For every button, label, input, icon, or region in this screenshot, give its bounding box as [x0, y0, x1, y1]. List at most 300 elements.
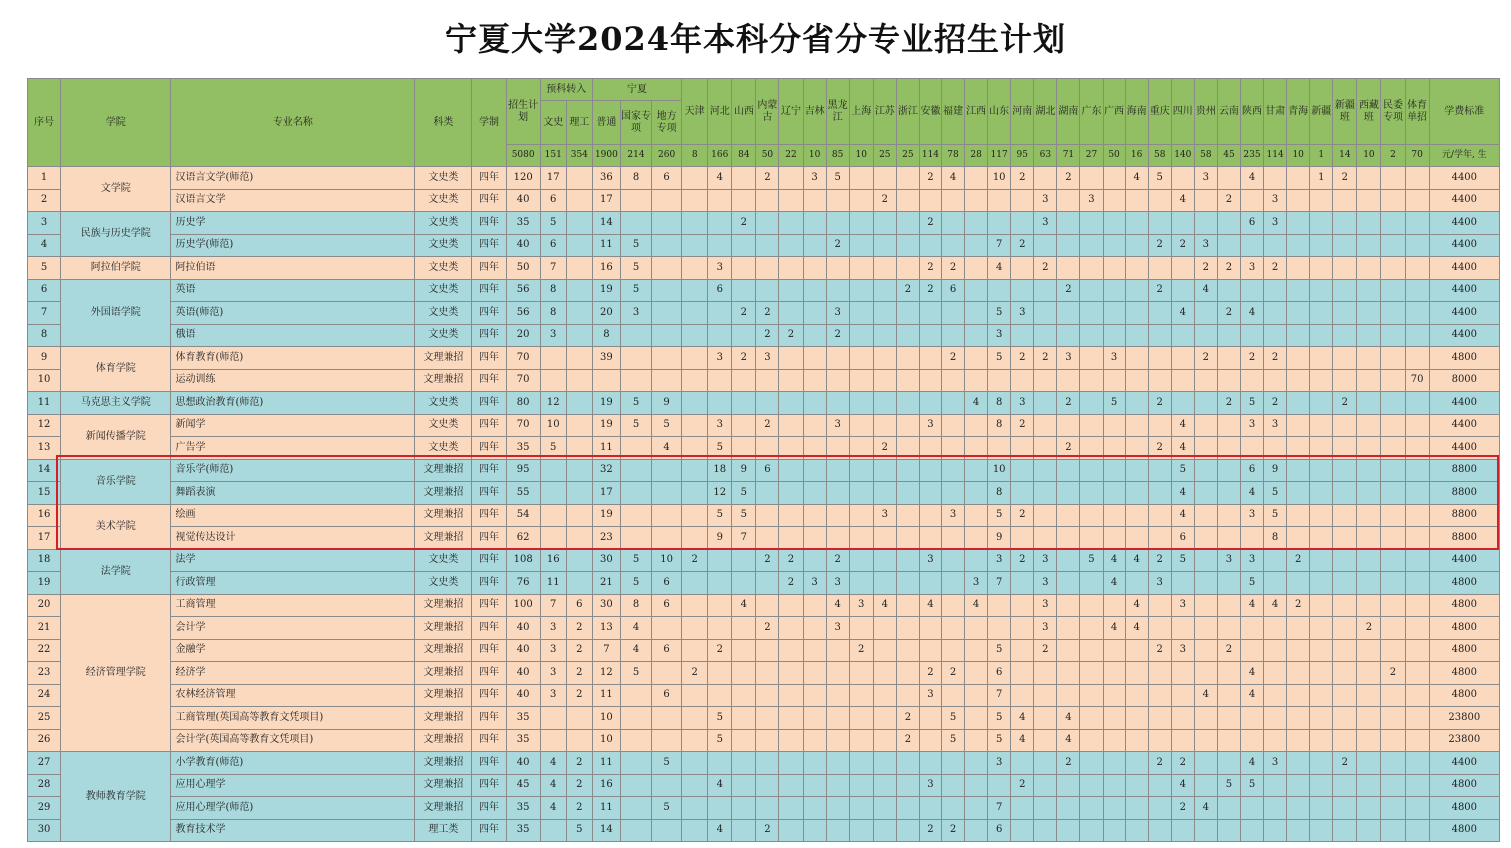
- data-cell: [1357, 324, 1381, 347]
- data-cell: 2: [1057, 437, 1080, 460]
- data-cell: 2: [1148, 639, 1171, 662]
- data-cell: 9: [708, 527, 732, 550]
- header-province: 广西: [1103, 79, 1125, 145]
- data-cell: 3: [756, 347, 779, 370]
- header-prep: 预科转入: [540, 79, 592, 101]
- data-cell: 16: [592, 257, 620, 280]
- data-cell: 5: [620, 572, 651, 595]
- data-cell: [779, 707, 803, 730]
- data-cell: [1310, 414, 1333, 437]
- data-cell: [1381, 459, 1405, 482]
- data-cell: [1310, 684, 1333, 707]
- data-cell: 3: [1011, 302, 1034, 325]
- data-cell: [1103, 302, 1125, 325]
- data-cell: 2: [941, 257, 964, 280]
- data-cell: [1264, 617, 1287, 640]
- college-name: 法学院: [61, 549, 171, 594]
- data-cell: 5: [988, 729, 1011, 752]
- data-cell: [1381, 594, 1405, 617]
- data-cell: 3: [849, 594, 873, 617]
- row-duration: 四年: [472, 302, 506, 325]
- data-cell: 5: [988, 707, 1011, 730]
- row-category: 文史类: [415, 572, 472, 595]
- data-cell: [756, 594, 779, 617]
- data-cell: [1217, 279, 1240, 302]
- header-province: 贵州: [1194, 79, 1217, 145]
- data-cell: [1148, 594, 1171, 617]
- data-cell: [941, 482, 964, 505]
- data-cell: [1080, 234, 1103, 257]
- data-cell: [566, 527, 592, 550]
- data-cell: [1405, 257, 1429, 280]
- data-cell: 2: [1011, 347, 1034, 370]
- row-fee: 4800: [1429, 662, 1499, 685]
- row-duration: 四年: [472, 819, 506, 842]
- data-cell: 5: [540, 437, 566, 460]
- data-cell: [896, 302, 919, 325]
- data-cell: [1011, 617, 1034, 640]
- data-cell: [1080, 459, 1103, 482]
- college-name: 新闻传播学院: [61, 414, 171, 459]
- data-cell: 3: [1240, 257, 1263, 280]
- data-cell: 5: [1240, 774, 1263, 797]
- data-cell: [1405, 774, 1429, 797]
- data-cell: 5: [620, 414, 651, 437]
- row-duration: 四年: [472, 189, 506, 212]
- data-cell: [1194, 774, 1217, 797]
- data-cell: [1125, 347, 1148, 370]
- data-cell: [896, 189, 919, 212]
- data-cell: 6: [1240, 459, 1263, 482]
- data-cell: [732, 774, 756, 797]
- data-cell: [1217, 684, 1240, 707]
- data-cell: 11: [592, 797, 620, 820]
- data-cell: 2: [1240, 347, 1263, 370]
- data-cell: [1148, 684, 1171, 707]
- row-fee: 8800: [1429, 482, 1499, 505]
- data-cell: [1310, 594, 1333, 617]
- row-duration: 四年: [472, 774, 506, 797]
- data-cell: [849, 774, 873, 797]
- data-cell: [1310, 302, 1333, 325]
- data-cell: 2: [941, 347, 964, 370]
- data-cell: [803, 459, 826, 482]
- data-cell: 3: [965, 572, 988, 595]
- data-cell: [1381, 167, 1405, 190]
- data-cell: [826, 437, 849, 460]
- data-cell: 5: [620, 279, 651, 302]
- data-cell: [1080, 369, 1103, 392]
- header-total: 1900: [592, 145, 620, 167]
- data-cell: [620, 729, 651, 752]
- data-cell: 3: [540, 617, 566, 640]
- data-cell: 3: [708, 414, 732, 437]
- data-cell: [803, 369, 826, 392]
- data-cell: [803, 662, 826, 685]
- header-total: 10: [803, 145, 826, 167]
- data-cell: 2: [566, 639, 592, 662]
- data-cell: [873, 617, 896, 640]
- data-cell: [1057, 414, 1080, 437]
- data-cell: [803, 392, 826, 415]
- data-cell: 7: [592, 639, 620, 662]
- data-cell: 5: [941, 729, 964, 752]
- table-row: [28, 189, 1500, 212]
- row-fee: 4800: [1429, 617, 1499, 640]
- data-cell: 5: [988, 347, 1011, 370]
- data-cell: 6: [988, 819, 1011, 842]
- row-seq: 20: [28, 594, 61, 617]
- row-seq: 6: [28, 279, 61, 302]
- data-cell: 19: [592, 392, 620, 415]
- data-cell: [682, 774, 708, 797]
- data-cell: [708, 684, 732, 707]
- row-duration: 四年: [472, 684, 506, 707]
- major-name: 会计学(英国高等教育文凭项目): [171, 729, 415, 752]
- row-fee: 4400: [1429, 752, 1499, 775]
- data-cell: [540, 819, 566, 842]
- college-name: 教师教育学院: [61, 752, 171, 842]
- data-cell: [1333, 324, 1357, 347]
- row-fee: 8000: [1429, 369, 1499, 392]
- data-cell: [1240, 617, 1263, 640]
- data-cell: 3: [1264, 189, 1287, 212]
- data-cell: [1310, 729, 1333, 752]
- row-seq: 15: [28, 482, 61, 505]
- data-cell: [1381, 347, 1405, 370]
- data-cell: 3: [708, 257, 732, 280]
- data-cell: 19: [592, 504, 620, 527]
- data-cell: 2: [1171, 752, 1194, 775]
- data-cell: [620, 819, 651, 842]
- data-cell: [1080, 819, 1103, 842]
- data-cell: 13: [592, 617, 620, 640]
- data-cell: 6: [652, 572, 682, 595]
- data-cell: [566, 347, 592, 370]
- table-row: [28, 324, 1500, 347]
- data-cell: [1264, 167, 1287, 190]
- major-name: 金融学: [171, 639, 415, 662]
- data-cell: [919, 482, 941, 505]
- row-seq: 29: [28, 797, 61, 820]
- data-cell: [620, 707, 651, 730]
- major-name: 广告学: [171, 437, 415, 460]
- data-cell: 6: [652, 639, 682, 662]
- data-cell: 4: [732, 594, 756, 617]
- college-name: 阿拉伯学院: [61, 257, 171, 280]
- data-cell: [1103, 212, 1125, 235]
- data-cell: [1148, 819, 1171, 842]
- data-cell: [779, 504, 803, 527]
- data-cell: [708, 302, 732, 325]
- data-cell: 40: [506, 617, 540, 640]
- row-fee: 4800: [1429, 594, 1499, 617]
- data-cell: 6: [941, 279, 964, 302]
- major-name: 教育技术学: [171, 819, 415, 842]
- header-total: 70: [1405, 145, 1429, 167]
- data-cell: [1148, 369, 1171, 392]
- data-cell: 4: [965, 594, 988, 617]
- data-cell: [1217, 347, 1240, 370]
- row-fee: 23800: [1429, 707, 1499, 730]
- data-cell: 5: [620, 257, 651, 280]
- data-cell: 5: [826, 167, 849, 190]
- data-cell: [1357, 707, 1381, 730]
- header-total: 58: [1194, 145, 1217, 167]
- header-prep-ligong: 理工: [566, 101, 592, 145]
- row-fee: 4400: [1429, 234, 1499, 257]
- data-cell: [919, 572, 941, 595]
- data-cell: [620, 459, 651, 482]
- data-cell: 5: [1080, 549, 1103, 572]
- data-cell: 4: [1171, 482, 1194, 505]
- data-cell: [1310, 797, 1333, 820]
- data-cell: [1171, 572, 1194, 595]
- data-cell: [1080, 797, 1103, 820]
- data-cell: 2: [1333, 752, 1357, 775]
- data-cell: [1381, 707, 1405, 730]
- data-cell: [1171, 707, 1194, 730]
- data-cell: [732, 189, 756, 212]
- data-cell: [1217, 459, 1240, 482]
- data-cell: [1034, 324, 1057, 347]
- row-seq: 26: [28, 729, 61, 752]
- row-duration: 四年: [472, 729, 506, 752]
- data-cell: 4: [652, 437, 682, 460]
- header-province: 浙江: [896, 79, 919, 145]
- data-cell: [1080, 482, 1103, 505]
- data-cell: 50: [506, 257, 540, 280]
- data-cell: [566, 414, 592, 437]
- row-fee: 4800: [1429, 774, 1499, 797]
- data-cell: [919, 369, 941, 392]
- data-cell: 2: [566, 774, 592, 797]
- row-seq: 27: [28, 752, 61, 775]
- data-cell: 3: [1034, 594, 1057, 617]
- data-cell: 7: [988, 234, 1011, 257]
- data-cell: [896, 212, 919, 235]
- data-cell: 40: [506, 662, 540, 685]
- data-cell: [826, 707, 849, 730]
- header-province: 天津: [682, 79, 708, 145]
- table-row: [28, 414, 1500, 437]
- data-cell: [1405, 572, 1429, 595]
- data-cell: [1103, 279, 1125, 302]
- table-row: [28, 347, 1500, 370]
- row-duration: 四年: [472, 594, 506, 617]
- data-cell: [708, 234, 732, 257]
- data-cell: [540, 482, 566, 505]
- data-cell: [1287, 662, 1310, 685]
- data-cell: [566, 482, 592, 505]
- row-duration: 四年: [472, 549, 506, 572]
- data-cell: [1148, 797, 1171, 820]
- data-cell: [896, 347, 919, 370]
- data-cell: 2: [1057, 752, 1080, 775]
- data-cell: 8: [988, 392, 1011, 415]
- data-cell: [1034, 302, 1057, 325]
- header-total: 354: [566, 145, 592, 167]
- data-cell: [1148, 482, 1171, 505]
- data-cell: [540, 459, 566, 482]
- data-cell: 6: [988, 662, 1011, 685]
- table-row: [28, 662, 1500, 685]
- data-cell: 3: [826, 414, 849, 437]
- data-cell: [1034, 234, 1057, 257]
- data-cell: [919, 527, 941, 550]
- data-cell: 5: [1240, 392, 1263, 415]
- row-fee: 8800: [1429, 504, 1499, 527]
- data-cell: 17: [592, 482, 620, 505]
- data-cell: [1287, 819, 1310, 842]
- data-cell: [1333, 212, 1357, 235]
- data-cell: 3: [540, 324, 566, 347]
- row-category: 文史类: [415, 324, 472, 347]
- data-cell: [941, 234, 964, 257]
- data-cell: [1310, 482, 1333, 505]
- data-cell: [1171, 279, 1194, 302]
- data-cell: [1103, 167, 1125, 190]
- data-cell: 40: [506, 189, 540, 212]
- row-seq: 10: [28, 369, 61, 392]
- data-cell: [826, 527, 849, 550]
- data-cell: [620, 752, 651, 775]
- data-cell: [873, 572, 896, 595]
- data-cell: 10: [592, 707, 620, 730]
- row-category: 文理兼招: [415, 797, 472, 820]
- data-cell: [1357, 684, 1381, 707]
- data-cell: [941, 797, 964, 820]
- data-cell: [849, 302, 873, 325]
- data-cell: [1194, 302, 1217, 325]
- data-cell: [1148, 324, 1171, 347]
- data-cell: [779, 684, 803, 707]
- header-total: 84: [732, 145, 756, 167]
- data-cell: 2: [682, 662, 708, 685]
- table-row: [28, 617, 1500, 640]
- data-cell: 2: [1148, 437, 1171, 460]
- header-province: 江西: [965, 79, 988, 145]
- data-cell: [1080, 212, 1103, 235]
- data-cell: [1011, 797, 1034, 820]
- data-cell: 56: [506, 279, 540, 302]
- data-cell: [1357, 347, 1381, 370]
- header-total: 50: [1103, 145, 1125, 167]
- data-cell: [1034, 684, 1057, 707]
- data-cell: 2: [1217, 189, 1240, 212]
- data-cell: [965, 617, 988, 640]
- major-name: 视觉传达设计: [171, 527, 415, 550]
- data-cell: [1103, 729, 1125, 752]
- data-cell: [1080, 617, 1103, 640]
- data-cell: [1310, 639, 1333, 662]
- data-cell: [1240, 437, 1263, 460]
- row-duration: 四年: [472, 212, 506, 235]
- data-cell: 3: [1264, 212, 1287, 235]
- data-cell: [1034, 819, 1057, 842]
- header-plan: 招生计划: [506, 79, 540, 145]
- data-cell: [896, 752, 919, 775]
- row-fee: 4800: [1429, 347, 1499, 370]
- data-cell: [1103, 369, 1125, 392]
- header-province: 广东: [1080, 79, 1103, 145]
- data-cell: [1381, 729, 1405, 752]
- data-cell: 3: [1264, 752, 1287, 775]
- data-cell: 2: [1011, 504, 1034, 527]
- data-cell: [1240, 797, 1263, 820]
- row-seq: 9: [28, 347, 61, 370]
- row-duration: 四年: [472, 392, 506, 415]
- data-cell: 2: [1148, 549, 1171, 572]
- data-cell: [1057, 234, 1080, 257]
- data-cell: 5: [708, 504, 732, 527]
- data-cell: [1057, 684, 1080, 707]
- data-cell: 3: [873, 504, 896, 527]
- data-cell: [1103, 707, 1125, 730]
- row-seq: 1: [28, 167, 61, 190]
- data-cell: [1080, 662, 1103, 685]
- data-cell: [1333, 414, 1357, 437]
- data-cell: 40: [506, 752, 540, 775]
- data-cell: [732, 797, 756, 820]
- data-cell: [1034, 707, 1057, 730]
- data-cell: [803, 752, 826, 775]
- data-cell: [1011, 324, 1034, 347]
- data-cell: [1057, 549, 1080, 572]
- data-cell: 3: [540, 662, 566, 685]
- data-cell: [708, 617, 732, 640]
- data-cell: [566, 369, 592, 392]
- row-duration: 四年: [472, 234, 506, 257]
- data-cell: 4: [988, 257, 1011, 280]
- data-cell: [1310, 369, 1333, 392]
- data-cell: [1240, 639, 1263, 662]
- data-cell: 10: [988, 167, 1011, 190]
- header-category: 科类: [415, 79, 472, 167]
- data-cell: [682, 482, 708, 505]
- row-category: 文史类: [415, 189, 472, 212]
- data-cell: [803, 482, 826, 505]
- row-category: 文理兼招: [415, 527, 472, 550]
- header-province: 内蒙古: [756, 79, 779, 145]
- data-cell: [873, 302, 896, 325]
- data-cell: [896, 414, 919, 437]
- data-cell: [540, 527, 566, 550]
- data-cell: [540, 707, 566, 730]
- data-cell: [1381, 257, 1405, 280]
- data-cell: [1034, 752, 1057, 775]
- data-cell: [919, 752, 941, 775]
- data-cell: 7: [988, 797, 1011, 820]
- data-cell: [1011, 189, 1034, 212]
- data-cell: [1125, 662, 1148, 685]
- data-cell: [919, 639, 941, 662]
- data-cell: [652, 617, 682, 640]
- data-cell: [1080, 594, 1103, 617]
- major-name: 历史学: [171, 212, 415, 235]
- data-cell: [1310, 707, 1333, 730]
- table-row: [28, 729, 1500, 752]
- row-category: 文理兼招: [415, 639, 472, 662]
- data-cell: [1287, 369, 1310, 392]
- data-cell: [1103, 504, 1125, 527]
- data-cell: [1057, 594, 1080, 617]
- data-cell: 4: [1171, 302, 1194, 325]
- header-province: 安徽: [919, 79, 941, 145]
- data-cell: 2: [732, 212, 756, 235]
- major-name: 经济学: [171, 662, 415, 685]
- data-cell: [1194, 752, 1217, 775]
